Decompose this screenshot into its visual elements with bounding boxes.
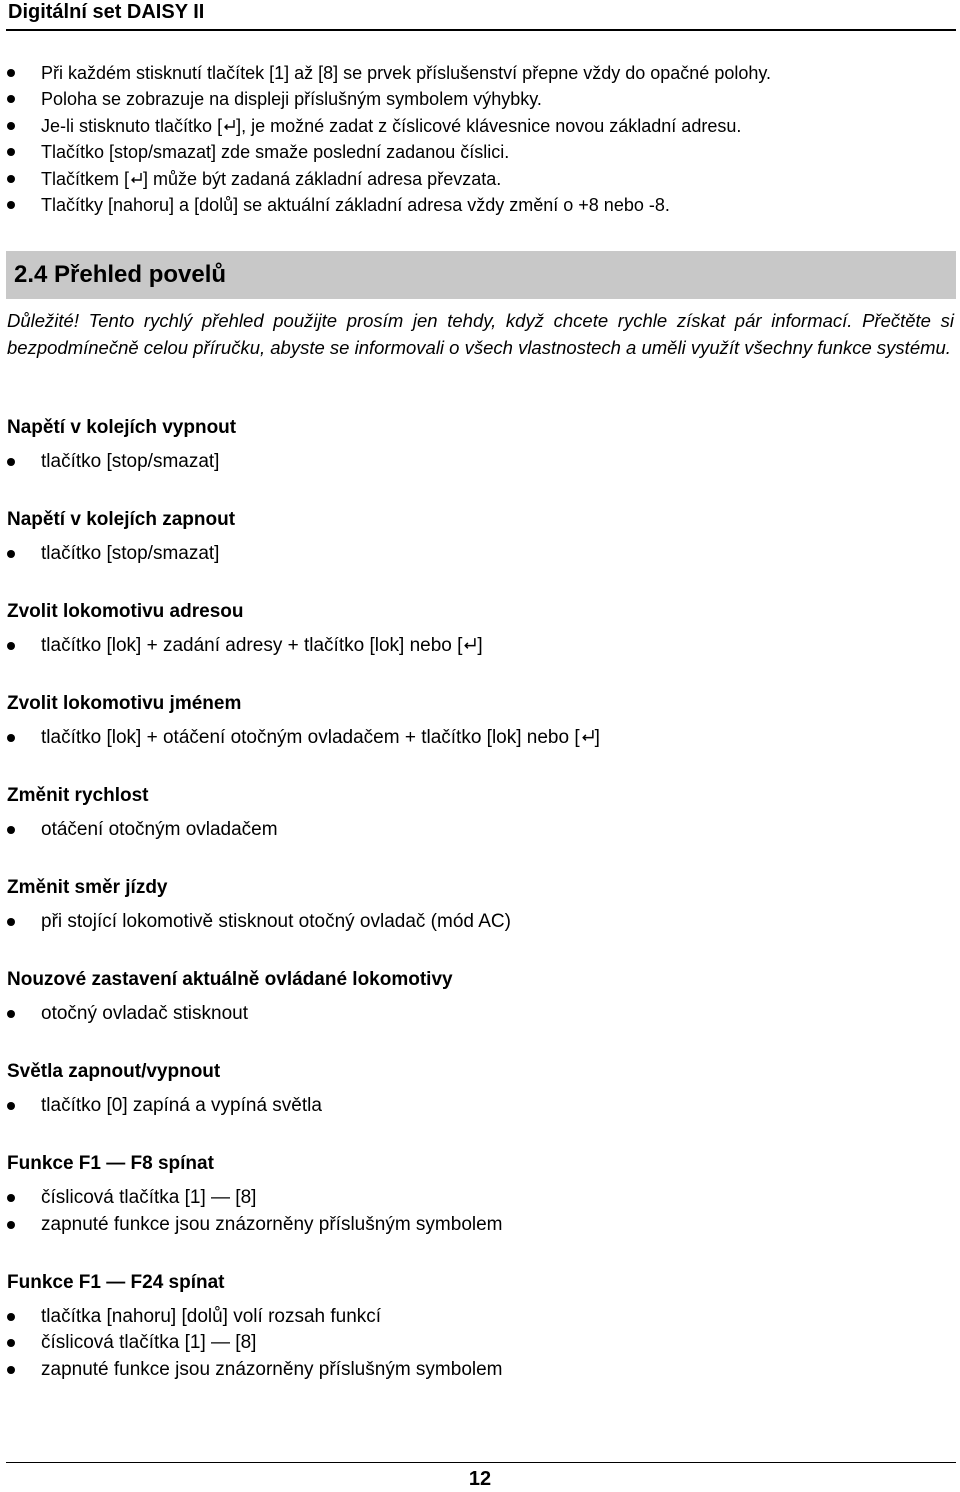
bullet-dot <box>7 95 15 103</box>
bullet-dot <box>7 734 15 742</box>
return-key-icon <box>462 636 477 651</box>
list-item <box>0 541 960 568</box>
group-heading: Změnit rychlost <box>7 785 149 806</box>
list-item <box>0 1330 960 1357</box>
bullet-dot <box>7 642 15 650</box>
item-text: při stojící lokomotivě stisknout otočný ovladač (mód AC) <box>41 911 511 932</box>
item-text: tlačítko [stop/smazat] <box>41 543 220 564</box>
list-item <box>0 192 960 218</box>
item-text: číslicová tlačítka [1] — [8] <box>41 1332 257 1353</box>
item-text: Tlačítko [stop/smazat] zde smaže poslední zadanou číslici. <box>41 142 510 163</box>
page-number: 12 <box>468 1468 492 1490</box>
group-heading: Napětí v kolejích zapnout <box>7 509 236 530</box>
bullet-dot <box>7 175 15 183</box>
group-heading: Zvolit lokomotivu jménem <box>7 693 242 714</box>
group-bullet-list <box>0 449 960 476</box>
bullet-dot <box>7 148 15 156</box>
bullet-dot <box>7 1313 15 1321</box>
group-bullet-list <box>0 1093 960 1120</box>
bullet-dot <box>7 201 15 209</box>
bullet-dot <box>7 69 15 77</box>
item-text: Tlačítky [nahoru] a [dolů] se aktuální základní adresa vždy změní o +8 nebo -8. <box>41 195 670 216</box>
bullet-dot <box>7 550 15 558</box>
bullet-dot <box>7 458 15 466</box>
group-bullet-list <box>0 1185 960 1238</box>
list-item <box>0 633 960 660</box>
list-item <box>0 449 960 476</box>
bullet-dot <box>7 1194 15 1202</box>
item-text: tlačítko [0] zapíná a vypíná světla <box>41 1095 322 1116</box>
list-item <box>0 1001 960 1028</box>
group-bullet-list <box>0 817 960 844</box>
list-item <box>0 60 960 86</box>
item-text: tlačítko [lok] + zadání adresy + tlačítko [lok] nebo [ <box>41 635 463 656</box>
bullet-dot <box>7 1221 15 1229</box>
list-item <box>0 86 960 112</box>
item-text: zapnuté funkce jsou znázorněny příslušným symbolem <box>41 1358 503 1380</box>
group-bullet-list <box>0 909 960 936</box>
note-label: Důležité! <box>7 310 79 331</box>
item-text: otáčení otočným ovladačem <box>41 819 278 840</box>
group-heading: Funkce F1 — F8 spínat <box>7 1153 214 1174</box>
note-text: Tento rychlý přehled použijte prosím jen tehdy, když chcete rychle získat pár informací. Přečtěte si bezpodmínečně celou příručku, abyste se informovali o všech vlastnostech a uměli využít všechny funkce systému. <box>7 310 954 358</box>
list-item <box>0 725 960 752</box>
group-heading: Zvolit lokomotivu adresou <box>7 601 244 622</box>
group-bullet-list <box>0 633 960 660</box>
bullet-dot <box>7 122 15 130</box>
bullet-dot <box>7 918 15 926</box>
group-bullet-list <box>0 1001 960 1028</box>
group-heading: Nouzové zastavení aktuálně ovládané lokomotivy <box>7 969 453 990</box>
group-bullet-list <box>0 725 960 752</box>
list-item <box>0 1093 960 1120</box>
list-item <box>0 1304 960 1331</box>
bullet-dot <box>7 1102 15 1110</box>
group-heading: Napětí v kolejích vypnout <box>7 417 237 438</box>
list-item <box>0 1212 960 1239</box>
bullet-dot <box>7 1010 15 1018</box>
list-item <box>0 113 960 139</box>
item-text: číslicová tlačítka [1] — [8] <box>41 1187 257 1208</box>
group-bullet-list <box>0 1304 960 1384</box>
group-bullet-list <box>0 541 960 568</box>
bullet-dot <box>7 1366 15 1374</box>
header-divider <box>6 29 956 31</box>
footer-divider <box>6 1462 956 1463</box>
list-item <box>0 1185 960 1212</box>
item-text: ] <box>477 635 483 656</box>
important-note <box>7 308 954 361</box>
return-key-icon <box>129 171 143 185</box>
return-key-icon <box>580 728 595 743</box>
return-key-icon <box>222 118 236 132</box>
item-text: Při každém stisknutí tlačítek [1] až [8] se prvek příslušenství přepne vždy do opačné polohy. <box>41 63 772 83</box>
item-text: tlačítko [lok] + otáčení otočným ovladačem + tlačítko [lok] nebo [ <box>41 727 580 748</box>
item-text: Tlačítkem [ <box>41 168 130 189</box>
list-item <box>0 166 960 192</box>
list-item <box>0 1357 960 1384</box>
list-item <box>0 139 960 165</box>
list-item <box>0 817 960 844</box>
item-text: otočný ovladač stisknout <box>41 1003 249 1024</box>
item-text: ], je možné zadat z číslicové klávesnice novou základní adresu. <box>236 115 742 136</box>
group-heading: Funkce F1 — F24 spínat <box>7 1271 225 1293</box>
document-title: Digitální set DAISY II <box>8 1 205 23</box>
group-heading: Změnit směr jízdy <box>7 877 168 898</box>
item-text: Poloha se zobrazuje na displeji příslušným symbolem výhybky. <box>41 89 542 110</box>
item-text: ] může být zadaná základní adresa převzata. <box>143 168 502 189</box>
item-text: zapnuté funkce jsou znázorněny příslušným symbolem <box>41 1213 503 1235</box>
item-text: ] <box>594 727 600 748</box>
item-text: Je-li stisknuto tlačítko [ <box>41 115 223 136</box>
item-text: tlačítka [nahoru] [dolů] volí rozsah funkcí <box>41 1305 382 1327</box>
list-item <box>0 909 960 936</box>
group-heading: Světla zapnout/vypnout <box>7 1061 221 1082</box>
intro-bullet-list <box>0 60 960 218</box>
item-text: tlačítko [stop/smazat] <box>41 451 220 472</box>
bullet-dot <box>7 1339 15 1347</box>
section-title: 2.4 Přehled povelů <box>14 261 227 288</box>
bullet-dot <box>7 826 15 834</box>
